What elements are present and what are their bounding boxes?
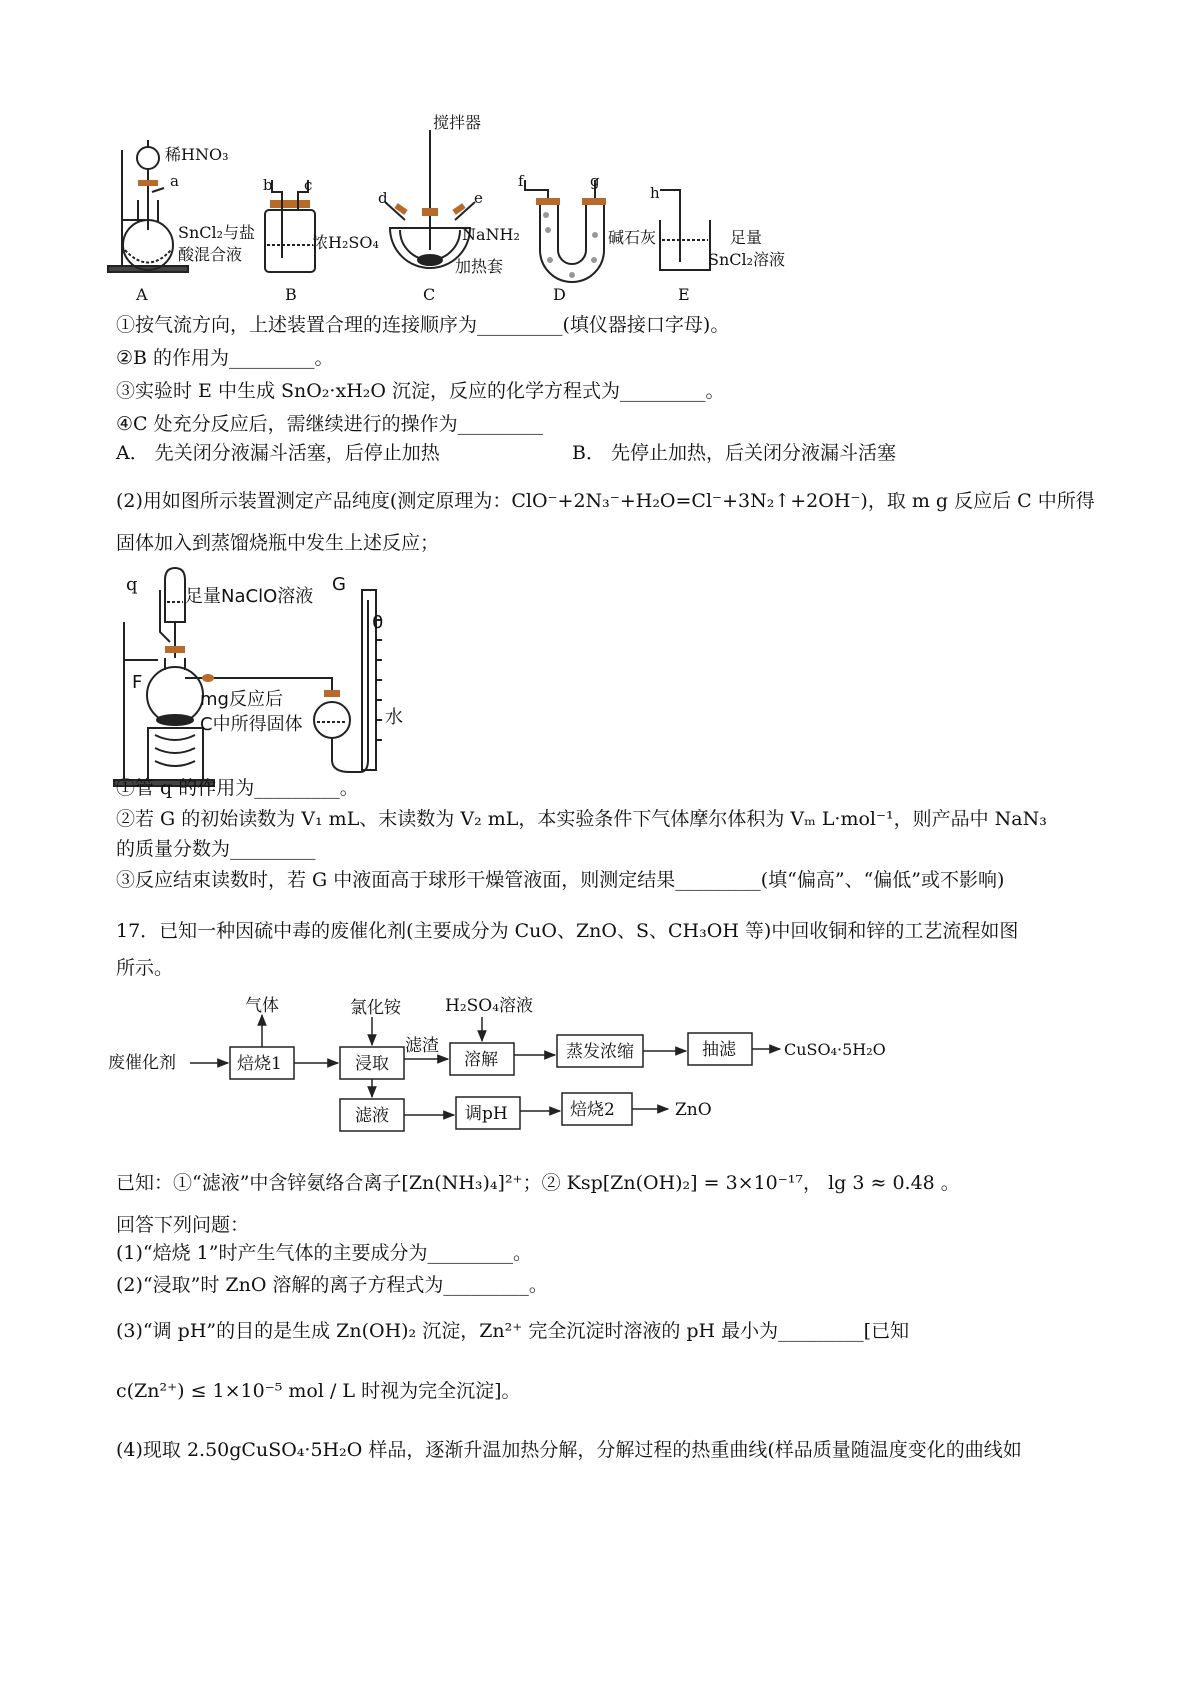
stirrer-label: 搅拌器: [433, 113, 482, 132]
cuso4-label: CuSO₄·5H₂O: [784, 1040, 886, 1059]
q2-intro-2: 固体加入到蒸馏烧瓶中发生上述反应；: [116, 532, 440, 554]
sub-question-3: (3)“调 pH”的目的是生成 Zn(OH)₂ 沉淀，Zn²⁺ 完全沉淀时溶液的 pH 最小为_________[已知: [116, 1320, 910, 1342]
excess-label: 足量: [730, 228, 763, 247]
q1-line-3: ③实验时 E 中生成 SnO₂·xH₂O 沉淀，反应的化学方程式为_________。: [116, 380, 725, 402]
q2-line-3: 的质量分数为_________: [116, 838, 316, 860]
filtrate-label: 滤液: [355, 1106, 389, 1126]
sub-question-4: (4)现取 2.50gCuSO₄·5H₂O 样品，逐渐升温加热分解，分解过程的热重曲线(样品质量随温度变化的曲线如: [116, 1439, 1022, 1461]
port-e: e: [474, 189, 483, 207]
sub-question-1: (1)“焙烧 1”时产生气体的主要成分为_________。: [116, 1242, 532, 1264]
label-a: A: [136, 285, 148, 304]
answer-heading: 回答下列问题：: [116, 1214, 250, 1236]
naclo-label: 足量NaClO溶液: [185, 586, 314, 607]
gas-label: 气体: [245, 996, 279, 1016]
sncl2-solution-label: SnCl₂溶液: [708, 250, 786, 269]
sub-question-3-cont: c(Zn²⁺) ≤ 1×10⁻⁵ mol / L 时视为完全沉淀]。: [116, 1380, 521, 1402]
port-c: c: [304, 176, 313, 194]
q2-line-4: ③反应结束读数时，若 G 中液面高于球形干燥管液面，则测定结果_________(填“偏高”、“偏低”或不影响): [116, 869, 1005, 891]
q1-line-1: ①按气流方向，上述装置合理的连接顺序为_________(填仪器接口字母)。: [116, 314, 730, 336]
sncl2-mix-label-2: 酸混合液: [178, 245, 243, 264]
residue-label: 滤渣: [405, 1036, 439, 1056]
g-label: G: [332, 574, 346, 595]
port-g: g: [590, 172, 600, 190]
roast2-label: 焙烧2: [570, 1100, 615, 1120]
evaporate-label: 蒸发浓缩: [566, 1042, 634, 1062]
dissolve-label: 溶解: [464, 1050, 498, 1070]
sncl2-mix-label-1: SnCl₂与盐: [178, 223, 256, 242]
solid-label-1: mg反应后: [200, 689, 283, 710]
port-a: a: [170, 172, 179, 190]
q-label: q: [126, 574, 138, 595]
h2so4-label: 浓H₂SO₄: [312, 233, 379, 252]
q2-intro-1: (2)用如图所示装置测定产品纯度(测定原理为：ClO⁻+2N₃⁻+H₂O=Cl⁻+3N₂↑+2OH⁻)，取 m g 反应后 C 中所得: [116, 490, 1095, 512]
q1-option-a: A． 先关闭分液漏斗活塞，后停止加热: [116, 442, 440, 464]
q2-line-1: ①管 q 的作用为_________。: [116, 777, 359, 799]
h2so4-solution-label: H₂SO₄溶液: [445, 996, 534, 1016]
apparatus-figure-1: [100, 110, 860, 335]
label-d: D: [553, 285, 566, 304]
roast1-label: 焙烧1: [237, 1054, 282, 1074]
water-label: 水: [385, 707, 403, 728]
leach-label: 浸取: [355, 1054, 389, 1074]
soda-lime-label: 碱石灰: [608, 228, 657, 247]
process-flowchart: [100, 995, 1020, 1145]
port-d: d: [378, 189, 388, 207]
q1-line-2: ②B 的作用为_________。: [116, 347, 334, 369]
apparatus-figure-2: [110, 560, 530, 790]
sub-question-2: (2)“浸取”时 ZnO 溶解的离子方程式为_________。: [116, 1274, 548, 1296]
solid-label-2: C中所得固体: [200, 714, 303, 735]
q1-option-b: B． 先停止加热，后关闭分液漏斗活塞: [572, 442, 897, 464]
zno-label: ZnO: [675, 1100, 712, 1120]
port-b: b: [263, 176, 273, 194]
filter-label: 抽滤: [702, 1040, 736, 1060]
zero-label: 0: [372, 612, 384, 633]
ph-label: 调pH: [465, 1104, 508, 1124]
port-f: f: [518, 172, 524, 190]
label-b: B: [285, 285, 297, 304]
waste-label: 废催化剂: [108, 1053, 176, 1073]
q17-line-2: 所示。: [116, 957, 174, 979]
q17-line-1: 17．已知一种因硫中毒的废催化剂(主要成分为 CuO、ZnO、S、CH₃OH 等)中回收铜和锌的工艺流程如图: [116, 920, 1019, 942]
q2-line-2: ②若 G 的初始读数为 V₁ mL、末读数为 V₂ mL，本实验条件下气体摩尔体积为 Vₘ L·mol⁻¹，则产品中 NaN₃: [116, 808, 1047, 830]
known-conditions: 已知：①“滤液”中含锌氨络合离子[Zn(NH₃)₄]²⁺；② Ksp[Zn(OH)₂] = 3×10⁻¹⁷， lg 3 ≈ 0.48 。: [116, 1172, 960, 1194]
q1-line-4: ④C 处充分反应后，需继续进行的操作为_________: [116, 413, 544, 435]
hno3-label: 稀HNO₃: [165, 145, 229, 164]
label-c: C: [423, 285, 436, 304]
f-label: F: [132, 672, 143, 693]
heater-label: 加热套: [455, 257, 504, 276]
label-e: E: [678, 285, 690, 304]
nanh2-label: NaNH₂: [462, 225, 520, 244]
nh4cl-label: 氯化铵: [350, 998, 401, 1018]
port-h: h: [650, 184, 660, 202]
